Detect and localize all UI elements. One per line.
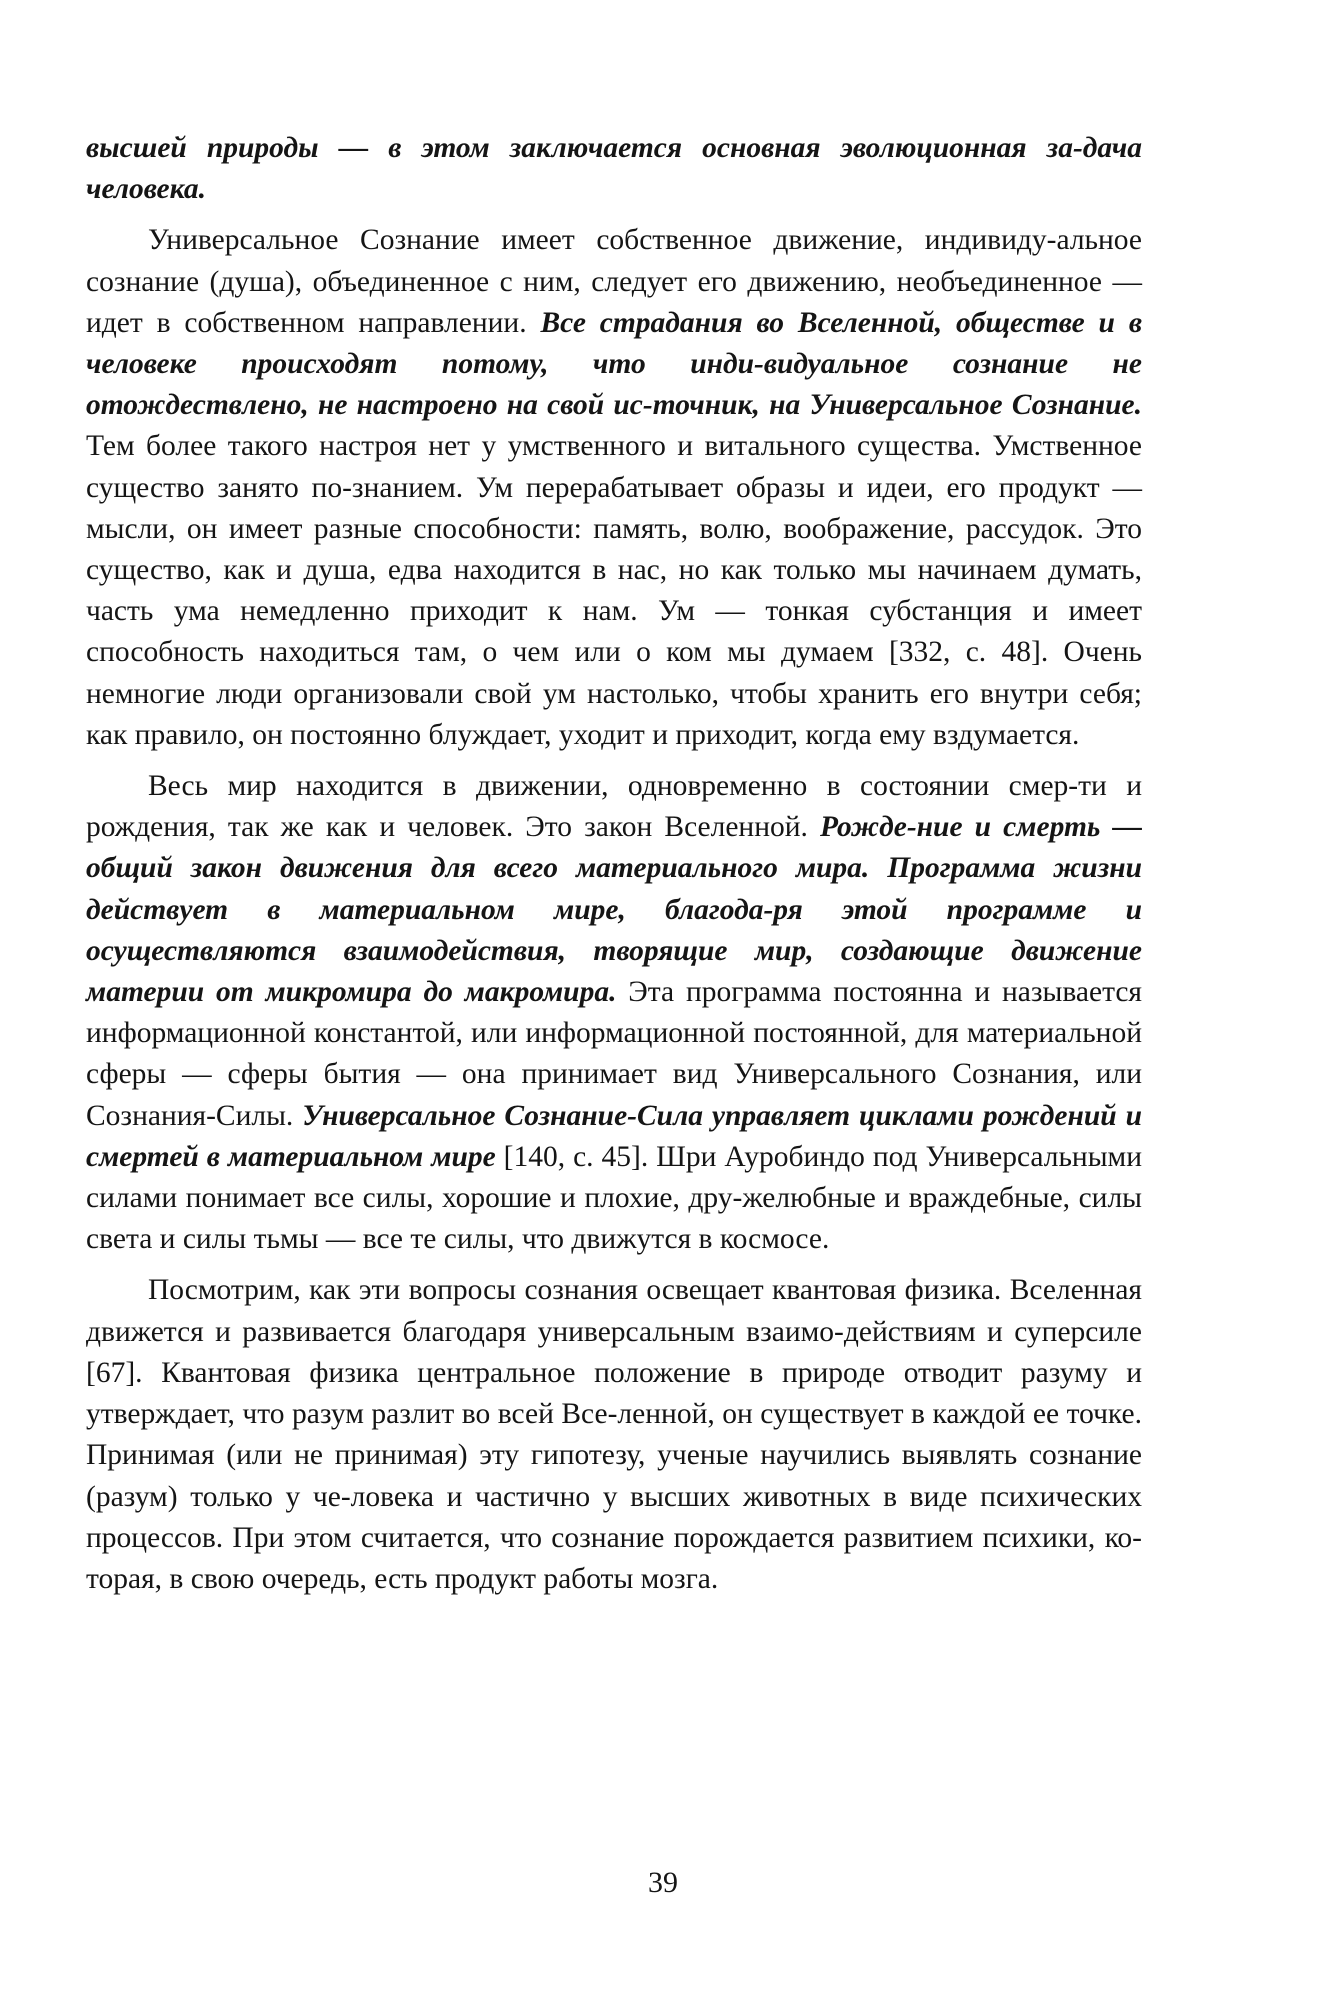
regular-text: Тем более такого настроя нет у умственного и витального существа. Умственное существо занято по-знанием. Ум перерабатывает образы и идеи, его продукт — мысли, он имеет разные способности: память, волю, воображение, рассудок. Это существо, как и душа, едва находится в нас, но как только мы начинаем думать, часть ума немедленно приходит к нам. Ум — тонкая субстанция и имеет способность находиться там, о чем или о ком мы думаем [332, с. 48]. Очень немногие люди организовали свой ум настолько, чтобы хранить его внутри себя; как правило, он постоянно блуждает, уходит и приходит, когда ему вздумается.	[86, 430, 1142, 751]
regular-text: Посмотрим, как эти вопросы сознания освещает квантовая физика. Вселенная движется и развивается благодаря универсальным взаимо-действиям и суперсиле [67]. Квантовая физика центральное положение в природе отводит разуму и утверждает, что разум разлит во всей Все-ленной, он существует в каждой ее точке. Принимая (или не принимая) эту гипотезу, ученые научились выявлять сознание (разум) только у че-ловека и частично у высших животных в виде психических процессов. При этом считается, что сознание порождается развитием психики, ко-торая, в свою очередь, есть продукт работы мозга.	[86, 1274, 1142, 1595]
page-number: 39	[648, 1866, 678, 1899]
regular-text: [140, с. 45]. Шри Ауробиндо под Универсальными силами понимает все силы, хорошие и плохие, дру-желюбные и враждебные, силы света и силы тьмы — все те силы, что движутся в космосе.	[86, 1140, 1142, 1256]
paragraph-2	[86, 220, 1142, 756]
paragraph-4	[86, 1270, 1142, 1600]
paragraph-1	[86, 128, 1142, 210]
regular-text: Весь мир находится в движении, одновременно в состоянии смер-ти и рождения, так же как и человек. Это закон Вселенной.	[86, 770, 1142, 844]
regular-text: Универсальное Сознание имеет собственное движение, индивиду-альное сознание (душа), объединенное с ним, следует его движению, необъединенное — идет в собственном направлении.	[86, 224, 1142, 339]
emphasized-text: Все страдания во Вселенной, обществе и в человеке происходят потому, что инди-видуальное сознание не отождествлено, не настроено на свой ис-точник, на Универсальное Сознание.	[86, 306, 1142, 422]
regular-text: Эта программа постоянна и называется информационной константой, или информационной постоянной, для материальной сферы — сферы бытия — она принимает вид Универсального Сознания, или Сознания-Силы.	[86, 976, 1142, 1132]
emphasized-text: высшей природы — в этом заключается основная эволюционная за-дача человека.	[86, 132, 1142, 206]
body-text	[86, 128, 1142, 1600]
paragraph-3	[86, 766, 1142, 1260]
emphasized-text: Универсальное Сознание-Сила управляет циклами рождений и смертей в материальном мире	[86, 1099, 1143, 1173]
emphasized-text: Рожде-ние и смерть — общий закон движения для всего материального мира. Программа жизни действует в материальном мире, благода-ря этой программе и осуществляются взаимодействия, творящие мир, создающие движение материи от микромира до макромира.	[86, 811, 1142, 1009]
